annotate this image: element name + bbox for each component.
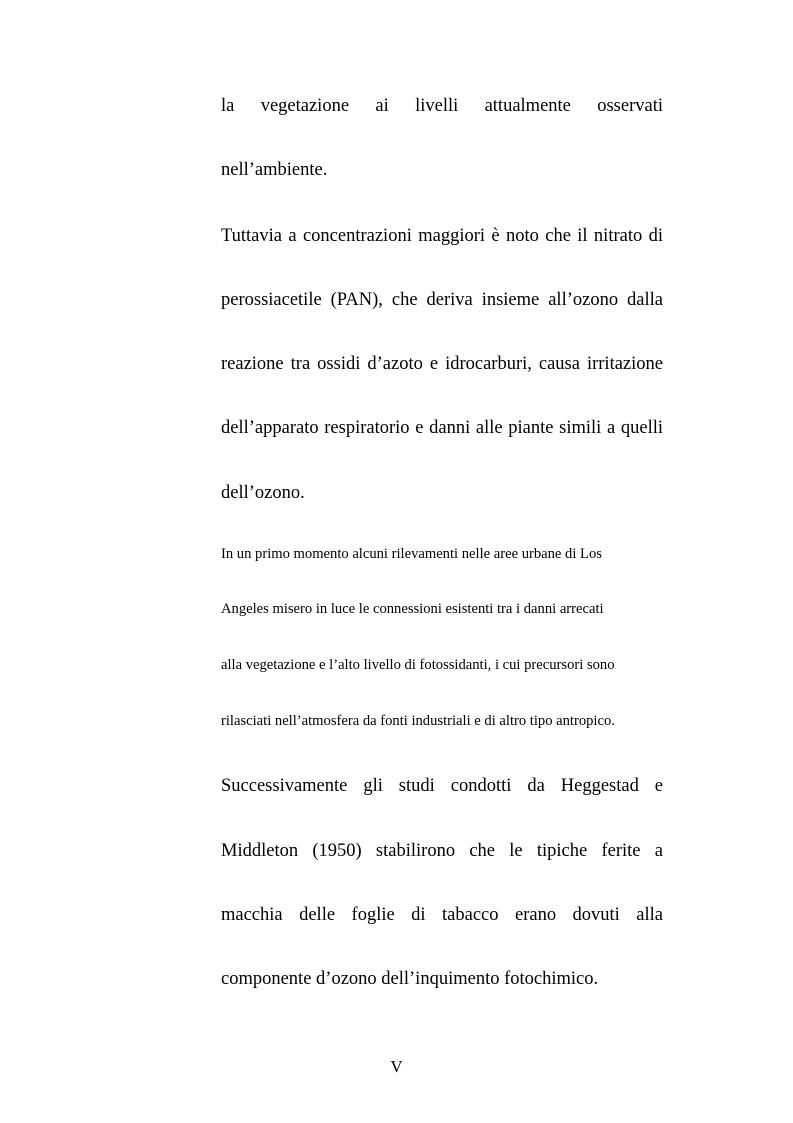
text-line: dell’ozono. xyxy=(221,483,305,503)
text-line: dell’apparato respiratorio e danni alle piante simili a quelli xyxy=(221,418,663,438)
text-line: perossiacetile (PAN), che deriva insieme all’ozono dalla xyxy=(221,290,663,310)
text-line: Successivamente gli studi condotti da Heggestad e xyxy=(221,776,663,796)
text-line: componente d’ozono dell’inquimento fotochimico. xyxy=(221,969,599,989)
text-line: nell’ambiente. xyxy=(221,160,328,180)
text-line: alla vegetazione e l’alto livello di fotossidanti, i cui precursori sono xyxy=(221,657,615,673)
text-line: Angeles misero in luce le connessioni esistenti tra i danni arrecati xyxy=(221,601,604,617)
text-line: Middleton (1950) stabilirono che le tipiche ferite a xyxy=(221,841,663,861)
text-line: la vegetazione ai livelli attualmente osservati xyxy=(221,96,663,116)
text-line: Tuttavia a concentrazioni maggiori è noto che il nitrato di xyxy=(221,226,663,246)
text-line: macchia delle foglie di tabacco erano dovuti alla xyxy=(221,905,663,925)
text-line: reazione tra ossidi d’azoto e idrocarburi, causa irritazione xyxy=(221,354,663,374)
page-number: V xyxy=(390,1057,403,1076)
text-line: In un primo momento alcuni rilevamenti nelle aree urbane di Los xyxy=(221,546,602,562)
text-line: rilasciati nell’atmosfera da fonti industriali e di altro tipo antropico. xyxy=(221,713,615,729)
